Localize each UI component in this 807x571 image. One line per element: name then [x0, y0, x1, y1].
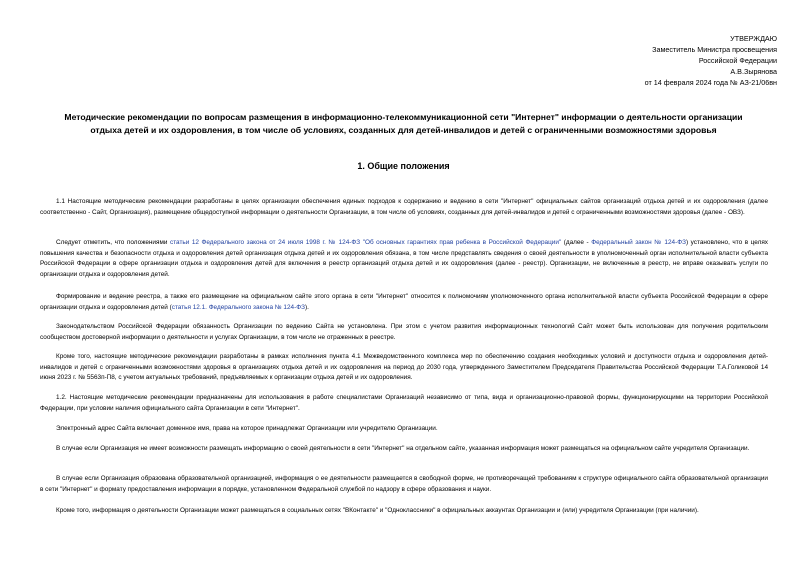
- paragraph-interagency-measures: Кроме того, настоящие методические рекомендации разработаны в рамках исполнения пункта 4.1 Межведомственного комплекса мер по обеспечению создания необходимых условий и доступности отдыха и оздоровления детей-инвалидов и детей с ограниченными возможностями здоровья в организациях отдыха детей и их оздоровления на период до 2030 года, утвержденного Заместителем Председателя Правительства Российской Федерации Т.А.Голиковой 14 июня 2023 г. № 5563п-П8, с учетом актуальных требований, предъявляемых к организации отдыха детей и их оздоровления.: [40, 353, 768, 382]
- paragraph-site-address: Электронный адрес Сайта включает доменное имя, права на которое принадлежат Организации или учредителю Организации.: [56, 425, 438, 432]
- paragraph-text: ).: [304, 303, 309, 311]
- document-title-line-1: Методические рекомендации по вопросам размещения в информационно-телекоммуникационной сети "Интернет" информации о деятельности организации: [64, 112, 743, 122]
- paragraph-site-obligation: Законодательством Российской Федерации обязанность Организации по ведению Сайта не установлена. При этом с учетом развития информационных технологий Сайт может быть использован для получения родительским сообществом достоверной информации о деятельности и услугах Организации, в том числе не отраженных в реестре.: [40, 323, 768, 341]
- document-title: [40, 111, 767, 137]
- paragraph-text: Следует отметить, что положениями: [56, 239, 170, 246]
- paragraph-social-networks: Кроме того, информация о деятельности Организации может размещаться в социальных сетях "ВКонтакте" и "Одноклассники" в официальных аккаунтах Организации и (или) учредителя Организации (при наличии).: [56, 507, 699, 514]
- law-article-12-1-link[interactable]: статья 12.1. Федерального закона № 124-ФЗ: [171, 303, 305, 311]
- federal-law-124-link[interactable]: Федеральный закон № 124-ФЗ: [591, 239, 686, 246]
- paragraph-educational-org: В случае если Организация образована образовательной организацией, информация о ее деятельности размещается в свободной форме, не противоречащей требованиям к структуре официального сайта образовательной организации в сети "Интернет" и формату предоставления информации в порядке, установленном Федеральной службой по надзору в сфере образования и науки.: [40, 475, 768, 493]
- paragraph-1-2: 1.2. Настоящие методические рекомендации предназначены для использования в работе специалистами Организаций независимо от типа, вида и организационно-правовой формы, функционирующими на территории Российской Федерации, при условии наличия официального сайта Организации в сети "Интернет".: [40, 394, 768, 412]
- approval-signatory: А.В.Зырянова: [730, 67, 777, 76]
- paragraph-text: ) установлено, что в целях повышения качества и безопасности отдыха и оздоровления детей организация отдыха детей и их оздоровления обязана, в том числе представлять сведения о своей деятельности в уполномоченный орган исполнительной власти субъекта Российской Федерации в сфере организации отдыха и оздоровления детей для включения в реестр организаций отдыха детей и их оздоровления (далее - реестр). Организации, не включенные в реестр, не вправе оказывать услуги по организации отдыха и оздоровления детей.: [40, 239, 768, 278]
- document-title-line-2: отдыха детей и их оздоровления, в том числе об условиях, созданных для детей-инвалидов и детей с ограниченными возможностями здоровья: [90, 125, 717, 135]
- paragraph-founder-site: В случае если Организация не имеет возможности размещать информацию о своей деятельности в сети "Интернет" на отдельном сайте, указанная информация может размещаться на официальном сайте учредителя Организации.: [56, 445, 750, 452]
- paragraph-text: Формирование и ведение реестра, а также его размещение на официальном сайте этого органа в сети "Интернет" относится к полномочиям уполномоченного органа исполнительной власти субъекта Российской Федерации в сфере организации отдыха и оздоровления детей (: [40, 293, 768, 311]
- law-article-12-link[interactable]: статьи 12 Федерального закона от 24 июля 1998 г. № 124-ФЗ "Об основных гарантиях прав ребенка в Российской Федерации": [170, 239, 562, 246]
- approval-position: Заместитель Министра просвещения: [652, 45, 777, 54]
- paragraph-1-1: 1.1 Настоящие методические рекомендации разработаны в целях организации обеспечения единых подходов к содержанию и ведению в сети "Интернет" официальных сайтов организаций отдыха детей и их оздоровления (далее соответственно - Сайт, Организация), размещение общедоступной информации о деятельности Организации, в том числе об условиях, созданных для детей-инвалидов и детей с ограниченными возможностями здоровья (далее - ОВЗ).: [40, 198, 768, 216]
- paragraph-text: (далее -: [561, 239, 592, 246]
- approval-block: [577, 33, 777, 88]
- paragraph-registry: [40, 292, 768, 313]
- paragraph-law-reference: [40, 238, 768, 280]
- approval-date-number: от 14 февраля 2024 года № АЗ-21/06вн: [644, 78, 777, 87]
- section-heading: 1. Общие положения: [357, 161, 450, 171]
- approval-position-country: Российской Федерации: [698, 56, 777, 65]
- approval-heading: УТВЕРЖДАЮ: [730, 34, 777, 43]
